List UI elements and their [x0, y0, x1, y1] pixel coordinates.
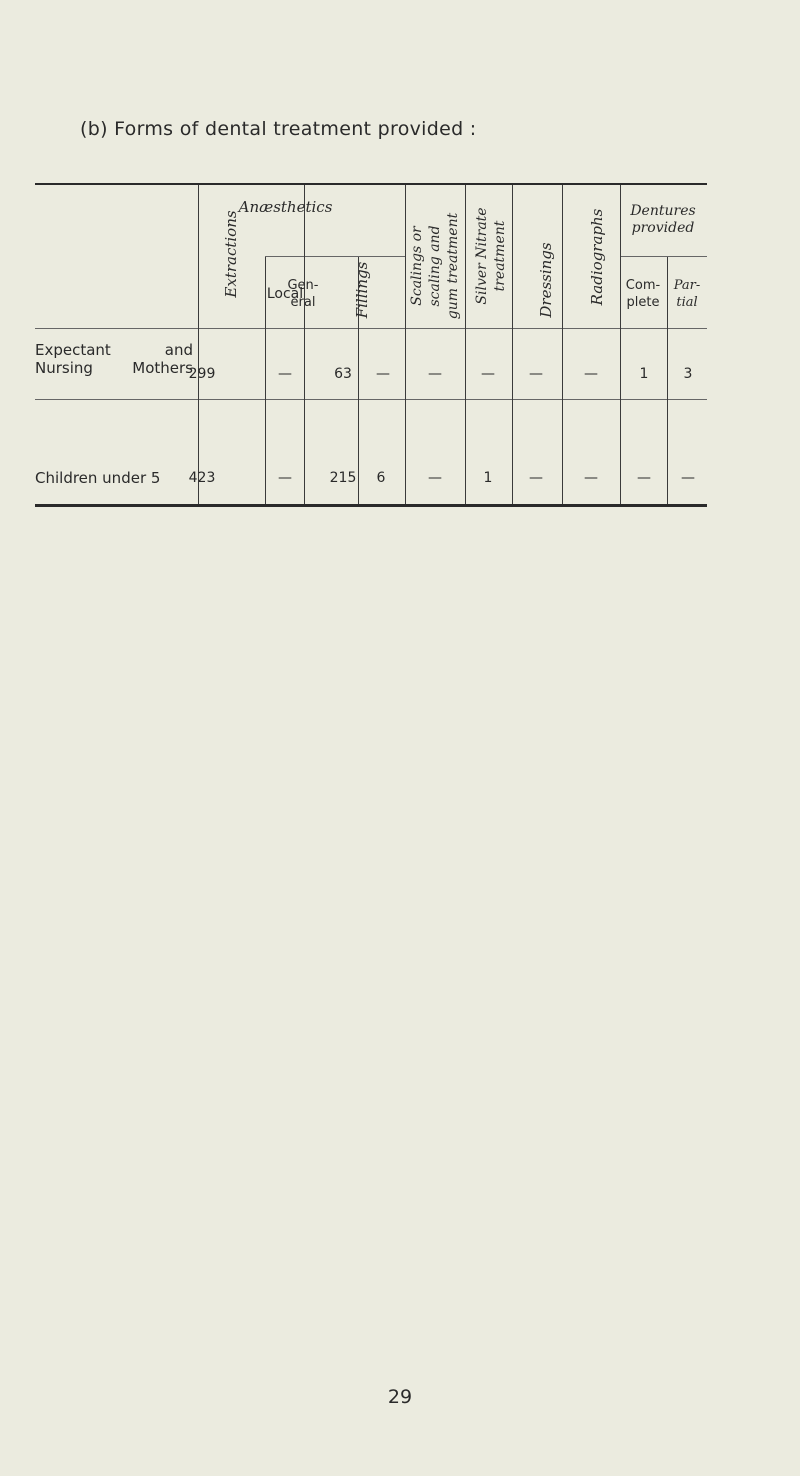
header-dentures: Dentures provided: [630, 203, 696, 236]
cell-children-dressings: —: [529, 470, 543, 486]
page-heading: (b) Forms of dental treatment provided :: [80, 118, 477, 140]
header-local: Local: [266, 286, 304, 302]
cell-mothers-complete: 1: [639, 366, 649, 382]
cell-children-radiographs: —: [584, 470, 598, 486]
cell-mothers-silver-nitrate: —: [481, 366, 495, 382]
cell-mothers-general: 63: [334, 366, 352, 382]
cell-mothers-local: —: [278, 366, 292, 382]
cell-mothers-radiographs: —: [584, 366, 598, 382]
cell-children-scalings: —: [428, 470, 442, 486]
row-label-mothers: Expectant and Nursing Mothers: [35, 341, 193, 377]
col-rule-3: [304, 185, 305, 504]
header-silver-nitrate: Silver Nitrate treatment: [474, 207, 508, 305]
header-extractions: Extractions: [222, 210, 240, 298]
cell-children-extractions: 423: [188, 470, 216, 486]
cell-children-general: 215: [329, 470, 357, 486]
row-divider-rule: [35, 399, 707, 400]
cell-mothers-partial: 3: [683, 366, 693, 382]
page-number: 29: [387, 1386, 413, 1408]
cell-mothers-dressings: —: [529, 366, 543, 382]
header-anaesthetics: Anæsthetics: [238, 198, 333, 216]
cell-mothers-extractions: 299: [188, 366, 216, 382]
cell-children-partial: —: [681, 470, 695, 486]
cell-mothers-fillings: —: [376, 366, 390, 382]
row-label-children: Children under 5: [35, 469, 161, 487]
col-rule-1: [198, 185, 199, 504]
dentures-subrule: [620, 256, 707, 257]
cell-children-fillings: 6: [376, 470, 386, 486]
header-scalings: Scalings or scaling and gum treatment: [409, 212, 461, 320]
cell-mothers-scalings: —: [428, 366, 442, 382]
header-partial: Par- tial: [673, 278, 701, 310]
header-bottom-rule: [35, 328, 707, 329]
table-top-rule: [35, 183, 707, 185]
cell-children-silver-nitrate: 1: [483, 470, 493, 486]
dental-treatment-table: [35, 183, 707, 507]
table-bottom-rule: [35, 504, 707, 507]
col-rule-7: [512, 185, 513, 504]
col-rule-8: [562, 185, 563, 504]
cell-children-complete: —: [637, 470, 651, 486]
header-radiographs: Radiographs: [588, 208, 606, 306]
col-rule-6: [465, 185, 466, 504]
cell-children-local: —: [278, 470, 292, 486]
anaesthetics-subrule: [265, 256, 405, 257]
col-rule-5: [405, 185, 406, 504]
header-complete: Com- plete: [625, 278, 661, 310]
header-dressings: Dressings: [537, 242, 555, 318]
header-fillings: Fillings: [353, 261, 371, 319]
header-general: Gen- eral: [287, 278, 319, 310]
